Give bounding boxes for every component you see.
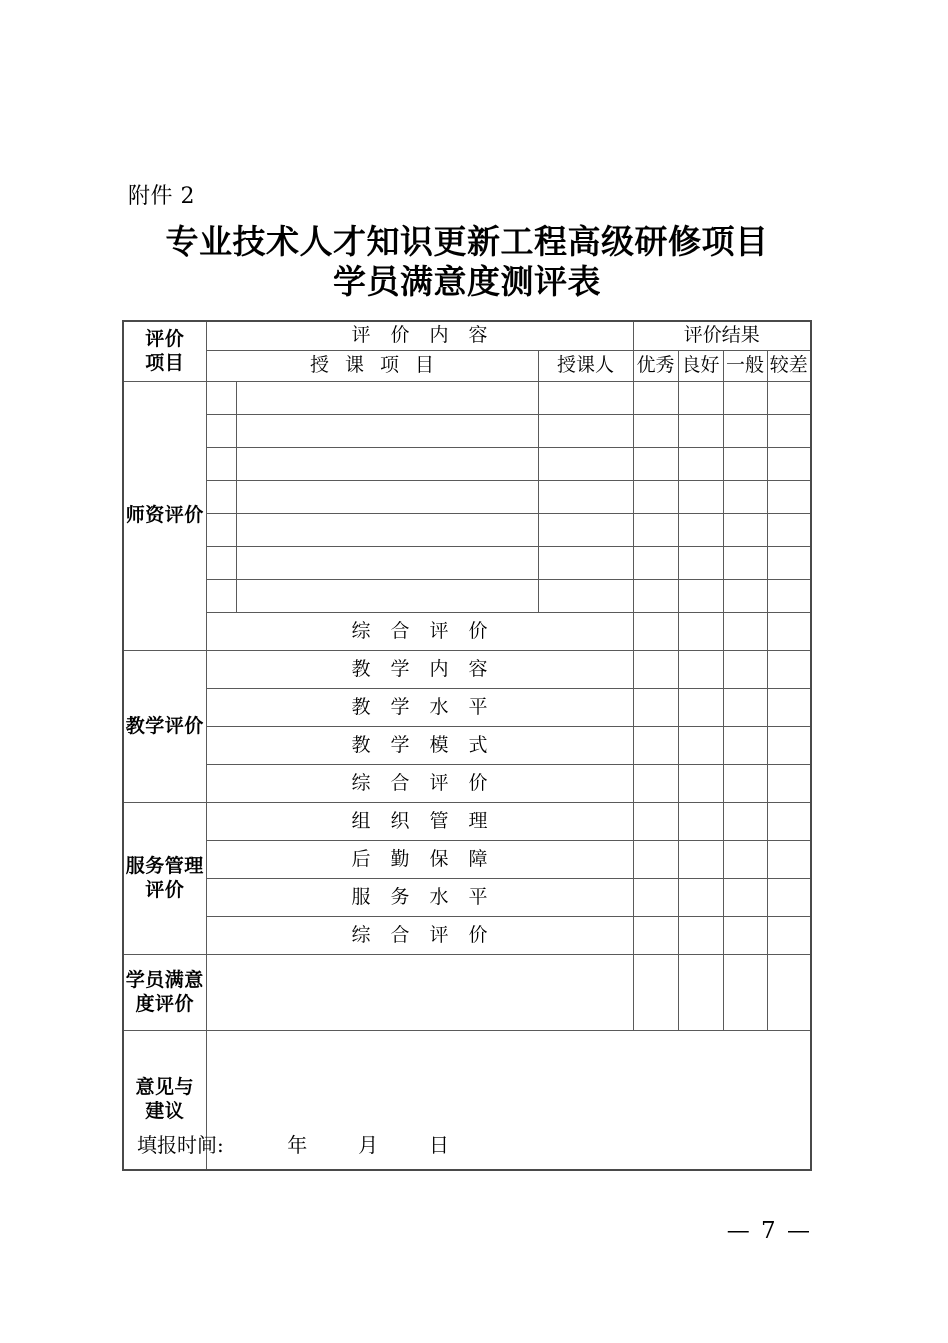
rating-average-cell[interactable] xyxy=(723,689,767,727)
rating-excellent-cell[interactable] xyxy=(633,651,678,689)
item-label-organization-management: 组 织 管 理 xyxy=(206,803,633,841)
item-label-service-level: 服 务 水 平 xyxy=(206,879,633,917)
lecturer-cell[interactable] xyxy=(538,547,633,580)
rating-poor-cell[interactable] xyxy=(767,613,811,651)
row-number-cell[interactable] xyxy=(206,382,236,415)
rating-average-cell[interactable] xyxy=(723,803,767,841)
table-header-row-2 xyxy=(123,351,811,382)
rating-average-cell[interactable] xyxy=(723,481,767,514)
rating-good-cell[interactable] xyxy=(678,955,723,1031)
header-rating-excellent: 优秀 xyxy=(633,351,678,382)
rating-average-cell[interactable] xyxy=(723,727,767,765)
rating-average-cell[interactable] xyxy=(723,415,767,448)
header-category-line-2: 项目 xyxy=(145,351,185,374)
rating-good-cell[interactable] xyxy=(678,803,723,841)
rating-excellent-cell[interactable] xyxy=(633,382,678,415)
title-line-2: 学员满意度测评表 xyxy=(333,262,601,301)
rating-average-cell[interactable] xyxy=(723,514,767,547)
rating-poor-cell[interactable] xyxy=(767,651,811,689)
rating-poor-cell[interactable] xyxy=(767,955,811,1031)
rating-poor-cell[interactable] xyxy=(767,689,811,727)
rating-good-cell[interactable] xyxy=(678,415,723,448)
section-label-line-1: 意见与 xyxy=(135,1076,194,1099)
rating-good-cell[interactable] xyxy=(678,689,723,727)
rating-excellent-cell[interactable] xyxy=(633,689,678,727)
rating-good-cell[interactable] xyxy=(678,841,723,879)
table-row xyxy=(123,448,811,481)
rating-average-cell[interactable] xyxy=(723,841,767,879)
rating-poor-cell[interactable] xyxy=(767,580,811,613)
table-row xyxy=(123,580,811,613)
rating-excellent-cell[interactable] xyxy=(633,879,678,917)
evaluation-table xyxy=(122,320,812,1171)
table-row xyxy=(123,651,811,689)
rating-excellent-cell[interactable] xyxy=(633,481,678,514)
rating-excellent-cell[interactable] xyxy=(633,955,678,1031)
rating-excellent-cell[interactable] xyxy=(633,917,678,955)
title-line-1: 专业技术人才知识更新工程高级研修项目 xyxy=(165,222,769,261)
row-number-cell[interactable] xyxy=(206,580,236,613)
table-row xyxy=(123,613,811,651)
row-number-cell[interactable] xyxy=(206,547,236,580)
course-cell[interactable] xyxy=(236,481,538,514)
section-label-line-1: 学员满意 xyxy=(125,968,204,991)
rating-average-cell[interactable] xyxy=(723,448,767,481)
course-cell[interactable] xyxy=(236,580,538,613)
lecturer-cell[interactable] xyxy=(538,448,633,481)
lecturer-cell[interactable] xyxy=(538,382,633,415)
rating-excellent-cell[interactable] xyxy=(633,765,678,803)
rating-poor-cell[interactable] xyxy=(767,879,811,917)
table-row xyxy=(123,382,811,415)
course-cell[interactable] xyxy=(236,415,538,448)
table-row xyxy=(123,841,811,879)
row-number-cell[interactable] xyxy=(206,514,236,547)
satisfaction-content-cell[interactable] xyxy=(206,955,633,1031)
table-row xyxy=(123,803,811,841)
section-label-teacher-evaluation: 师资评价 xyxy=(123,382,206,651)
rating-good-cell[interactable] xyxy=(678,448,723,481)
item-label-teaching-overall: 综 合 评 价 xyxy=(206,765,633,803)
rating-good-cell[interactable] xyxy=(678,382,723,415)
attachment-label: 附件 2 xyxy=(128,184,195,209)
rating-good-cell[interactable] xyxy=(678,727,723,765)
rating-excellent-cell[interactable] xyxy=(633,415,678,448)
fill-time-label: 填报时间: 年 月 日 xyxy=(137,1133,450,1157)
table-row xyxy=(123,689,811,727)
header-content-group: 评 价 内 容 xyxy=(206,321,633,351)
rating-poor-cell[interactable] xyxy=(767,727,811,765)
rating-poor-cell[interactable] xyxy=(767,382,811,415)
page-title xyxy=(122,222,812,302)
rating-average-cell[interactable] xyxy=(723,651,767,689)
table-row xyxy=(123,481,811,514)
course-cell[interactable] xyxy=(236,448,538,481)
header-rating-good: 良好 xyxy=(678,351,723,382)
rating-average-cell[interactable] xyxy=(723,955,767,1031)
row-number-cell[interactable] xyxy=(206,481,236,514)
section-label-student-satisfaction xyxy=(123,955,206,1031)
rating-good-cell[interactable] xyxy=(678,580,723,613)
item-label-teaching-content: 教 学 内 容 xyxy=(206,651,633,689)
rating-excellent-cell[interactable] xyxy=(633,613,678,651)
row-number-cell[interactable] xyxy=(206,448,236,481)
course-cell[interactable] xyxy=(236,547,538,580)
table-row xyxy=(123,514,811,547)
rating-excellent-cell[interactable] xyxy=(633,514,678,547)
rating-poor-cell[interactable] xyxy=(767,514,811,547)
table-row xyxy=(123,765,811,803)
header-category-column xyxy=(123,321,206,382)
rating-excellent-cell[interactable] xyxy=(633,727,678,765)
table-row xyxy=(123,415,811,448)
table-header-row-1 xyxy=(123,321,811,351)
section-label-teaching-evaluation: 教学评价 xyxy=(123,651,206,803)
rating-good-cell[interactable] xyxy=(678,917,723,955)
rating-average-cell[interactable] xyxy=(723,917,767,955)
section-label-line-2: 度评价 xyxy=(135,992,194,1015)
header-rating-poor: 较差 xyxy=(767,351,811,382)
lecturer-cell[interactable] xyxy=(538,415,633,448)
lecturer-cell[interactable] xyxy=(538,514,633,547)
header-lecturer-column: 授课人 xyxy=(538,351,633,382)
rating-good-cell[interactable] xyxy=(678,613,723,651)
rating-poor-cell[interactable] xyxy=(767,415,811,448)
section-label-line-2: 评价 xyxy=(145,878,185,901)
section-label-line-1: 服务管理 xyxy=(125,854,204,877)
course-cell[interactable] xyxy=(236,514,538,547)
header-category-line-1: 评价 xyxy=(145,327,185,350)
rating-excellent-cell[interactable] xyxy=(633,547,678,580)
header-result-group: 评价结果 xyxy=(633,321,811,351)
section-label-line-2: 建议 xyxy=(145,1100,185,1122)
rating-average-cell[interactable] xyxy=(723,382,767,415)
rating-excellent-cell[interactable] xyxy=(633,803,678,841)
table-row xyxy=(123,547,811,580)
rating-average-cell[interactable] xyxy=(723,879,767,917)
rating-poor-cell[interactable] xyxy=(767,481,811,514)
item-label-service-overall: 综 合 评 价 xyxy=(206,917,633,955)
rating-excellent-cell[interactable] xyxy=(633,580,678,613)
rating-good-cell[interactable] xyxy=(678,651,723,689)
table-row xyxy=(123,917,811,955)
rating-good-cell[interactable] xyxy=(678,765,723,803)
rating-poor-cell[interactable] xyxy=(767,547,811,580)
header-course-column: 授 课 项 目 xyxy=(206,351,538,382)
section-label-service-management-evaluation xyxy=(123,803,206,955)
rating-poor-cell[interactable] xyxy=(767,841,811,879)
lecturer-cell[interactable] xyxy=(538,481,633,514)
lecturer-cell[interactable] xyxy=(538,580,633,613)
rating-excellent-cell[interactable] xyxy=(633,841,678,879)
row-number-cell[interactable] xyxy=(206,415,236,448)
rating-average-cell[interactable] xyxy=(723,613,767,651)
item-label-teaching-mode: 教 学 模 式 xyxy=(206,727,633,765)
rating-good-cell[interactable] xyxy=(678,481,723,514)
rating-good-cell[interactable] xyxy=(678,547,723,580)
rating-poor-cell[interactable] xyxy=(767,803,811,841)
item-label-teaching-level: 教 学 水 平 xyxy=(206,689,633,727)
rating-average-cell[interactable] xyxy=(723,765,767,803)
course-cell[interactable] xyxy=(236,382,538,415)
table-row xyxy=(123,727,811,765)
page-number: — 7 — xyxy=(726,1218,812,1244)
table-row xyxy=(123,879,811,917)
header-rating-average: 一般 xyxy=(723,351,767,382)
table-row xyxy=(123,955,811,1031)
item-label-logistics-support: 后 勤 保 障 xyxy=(206,841,633,879)
item-label-teacher-overall: 综 合 评 价 xyxy=(206,613,633,651)
rating-average-cell[interactable] xyxy=(723,580,767,613)
rating-average-cell[interactable] xyxy=(723,547,767,580)
rating-poor-cell[interactable] xyxy=(767,917,811,955)
rating-good-cell[interactable] xyxy=(678,879,723,917)
rating-poor-cell[interactable] xyxy=(767,765,811,803)
rating-good-cell[interactable] xyxy=(678,514,723,547)
rating-poor-cell[interactable] xyxy=(767,448,811,481)
rating-excellent-cell[interactable] xyxy=(633,448,678,481)
